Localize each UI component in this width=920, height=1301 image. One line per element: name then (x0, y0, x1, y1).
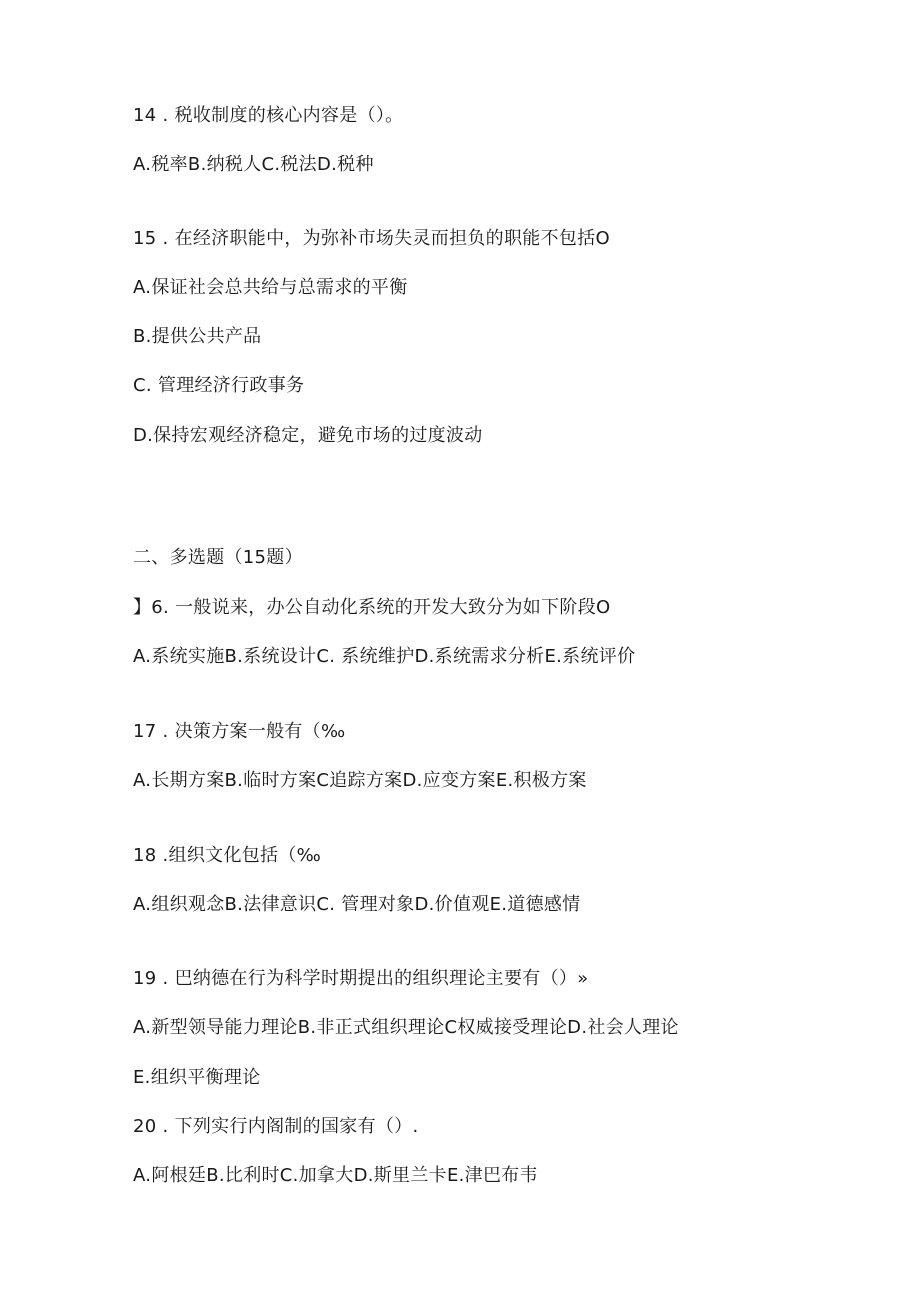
question-17-options: A.长期方案B.临时方案C追踪方案D.应变方案E.积极方案 (133, 770, 587, 791)
question-19-option-e: E.组织平衡理论 (133, 1067, 261, 1088)
question-20: 20 . 下列实行内阁制的国家有（）. (133, 1116, 419, 1137)
question-19-options: A.新型领导能力理论B.非正式组织理论C权威接受理论D.社会人理论 (133, 1017, 679, 1038)
question-15: 15 . 在经济职能中，为弥补市场失灵而担负的职能不包括O (133, 228, 610, 249)
question-14: 14 . 税收制度的核心内容是（）。 (133, 105, 404, 126)
question-18: 18 .组织文化包括（‰ (133, 845, 322, 866)
question-14-options: A.税率B.纳税人C.税法D.税种 (133, 154, 374, 175)
question-20-options: A.阿根廷B.比利时C.加拿大D.斯里兰卡E.津巴布韦 (133, 1165, 538, 1186)
question-15-option-b: B.提供公共产品 (133, 326, 262, 347)
question-17: 17 . 决策方案一般有（‰ (133, 721, 346, 742)
question-19: 19 . 巴纳德在行为科学时期提出的组织理论主要有（）» (133, 968, 589, 989)
question-16-options: A.系统实施B.系统设计C. 系统维护D.系统需求分析E.系统评价 (133, 646, 636, 667)
question-15-option-a: A.保证社会总共给与总需求的平衡 (133, 277, 408, 298)
question-15-option-d: D.保持宏观经济稳定，避免市场的过度波动 (133, 425, 483, 446)
question-16: 】6. 一般说来，办公自动化系统的开发大致分为如下阶段O (133, 597, 611, 618)
question-18-options: A.组织观念B.法律意识C. 管理对象D.价值观E.道德感情 (133, 894, 581, 915)
question-15-option-c: C. 管理经济行政事务 (133, 375, 305, 396)
section-heading-multiple-choice: 二、多选题（15题） (133, 547, 303, 568)
